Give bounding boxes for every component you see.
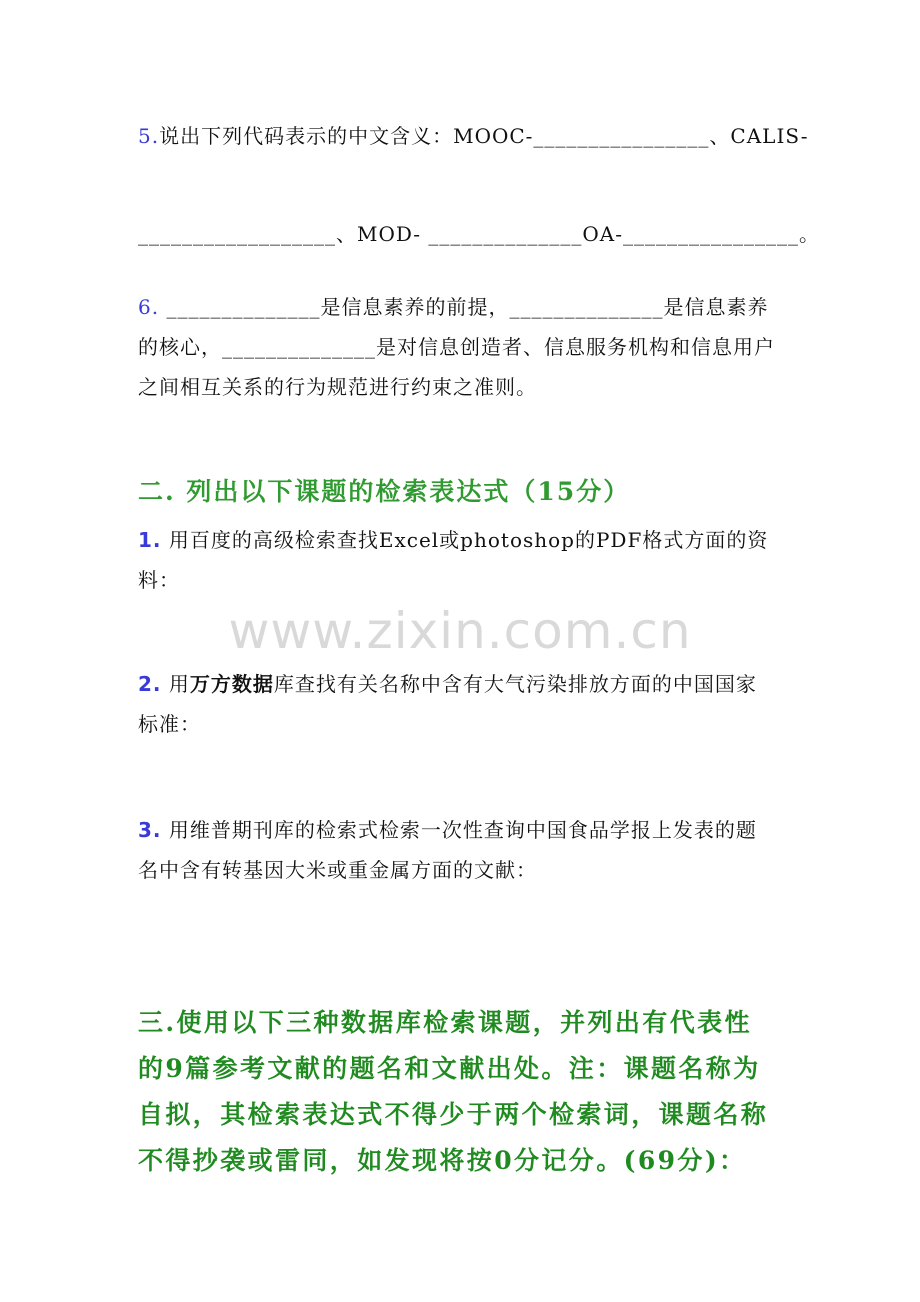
- section-3-line-2: 的9篇参考文献的题名和文献出处。注：课题名称为: [138, 1054, 761, 1083]
- section-2-item-2: [138, 664, 786, 744]
- question-5-cont: [138, 214, 820, 254]
- section-3-line-1: 三.使用以下三种数据库检索课题，并列出有代表性: [138, 1008, 752, 1037]
- question-6-line-2: 的核心，______________是对信息创造者、信息服务机构和信息用户: [138, 335, 775, 359]
- section-3-line-4: 不得抄袭或雷同，如发现将按0分记分。(69分)：: [138, 1146, 747, 1175]
- question-5-line-2: __________________、MOD- ______________OA-________________。: [138, 222, 820, 246]
- item-number: 2.: [138, 672, 162, 696]
- section-2-heading: 二. 列出以下课题的检索表达式（15分）: [138, 477, 631, 506]
- question-5-text: 说出下列代码表示的中文含义：MOOC-________________、CALIS-: [159, 124, 809, 148]
- item-line-1: [138, 520, 786, 560]
- item-line-2: 名中含有转基因大米或重金属方面的文献：: [138, 858, 537, 882]
- section-2-item-3: [138, 810, 786, 890]
- item-text: 用维普期刊库的检索式检索一次性查询中国食品学报上发表的题: [161, 818, 757, 842]
- section-2-item-1: [138, 520, 786, 600]
- question-6: [138, 287, 786, 407]
- question-number: 5.: [138, 124, 160, 148]
- item-line-1: [138, 664, 786, 704]
- item-line-2: 料：: [138, 568, 180, 592]
- watermark: www.zixin.com.cn: [228, 602, 692, 660]
- item-line-1: [138, 810, 786, 850]
- item-text-cont: 库查找有关名称中含有大气污染排放方面的中国国家: [273, 672, 757, 696]
- section-3-line-3: 自拟，其检索表达式不得少于两个检索词，课题名称: [138, 1100, 769, 1129]
- item-number: 1.: [138, 528, 162, 552]
- question-6-line-1: [138, 287, 786, 327]
- item-number: 3.: [138, 818, 162, 842]
- question-number: 6.: [138, 295, 160, 319]
- item-line-2: 标准：: [138, 712, 201, 736]
- section-3-heading: [138, 1000, 798, 1184]
- item-text: 用百度的高级检索查找Excel或photoshop的PDF格式方面的资: [161, 528, 769, 552]
- question-5-line-1: [138, 116, 809, 156]
- question-6-text: ______________是信息素养的前提，______________是信息素养: [159, 295, 769, 319]
- question-6-line-3: 之间相互关系的行为规范进行约束之准则。: [138, 375, 537, 399]
- item-text: 用: [161, 672, 190, 696]
- database-name: 万方数据: [189, 672, 274, 696]
- question-5: [138, 116, 809, 156]
